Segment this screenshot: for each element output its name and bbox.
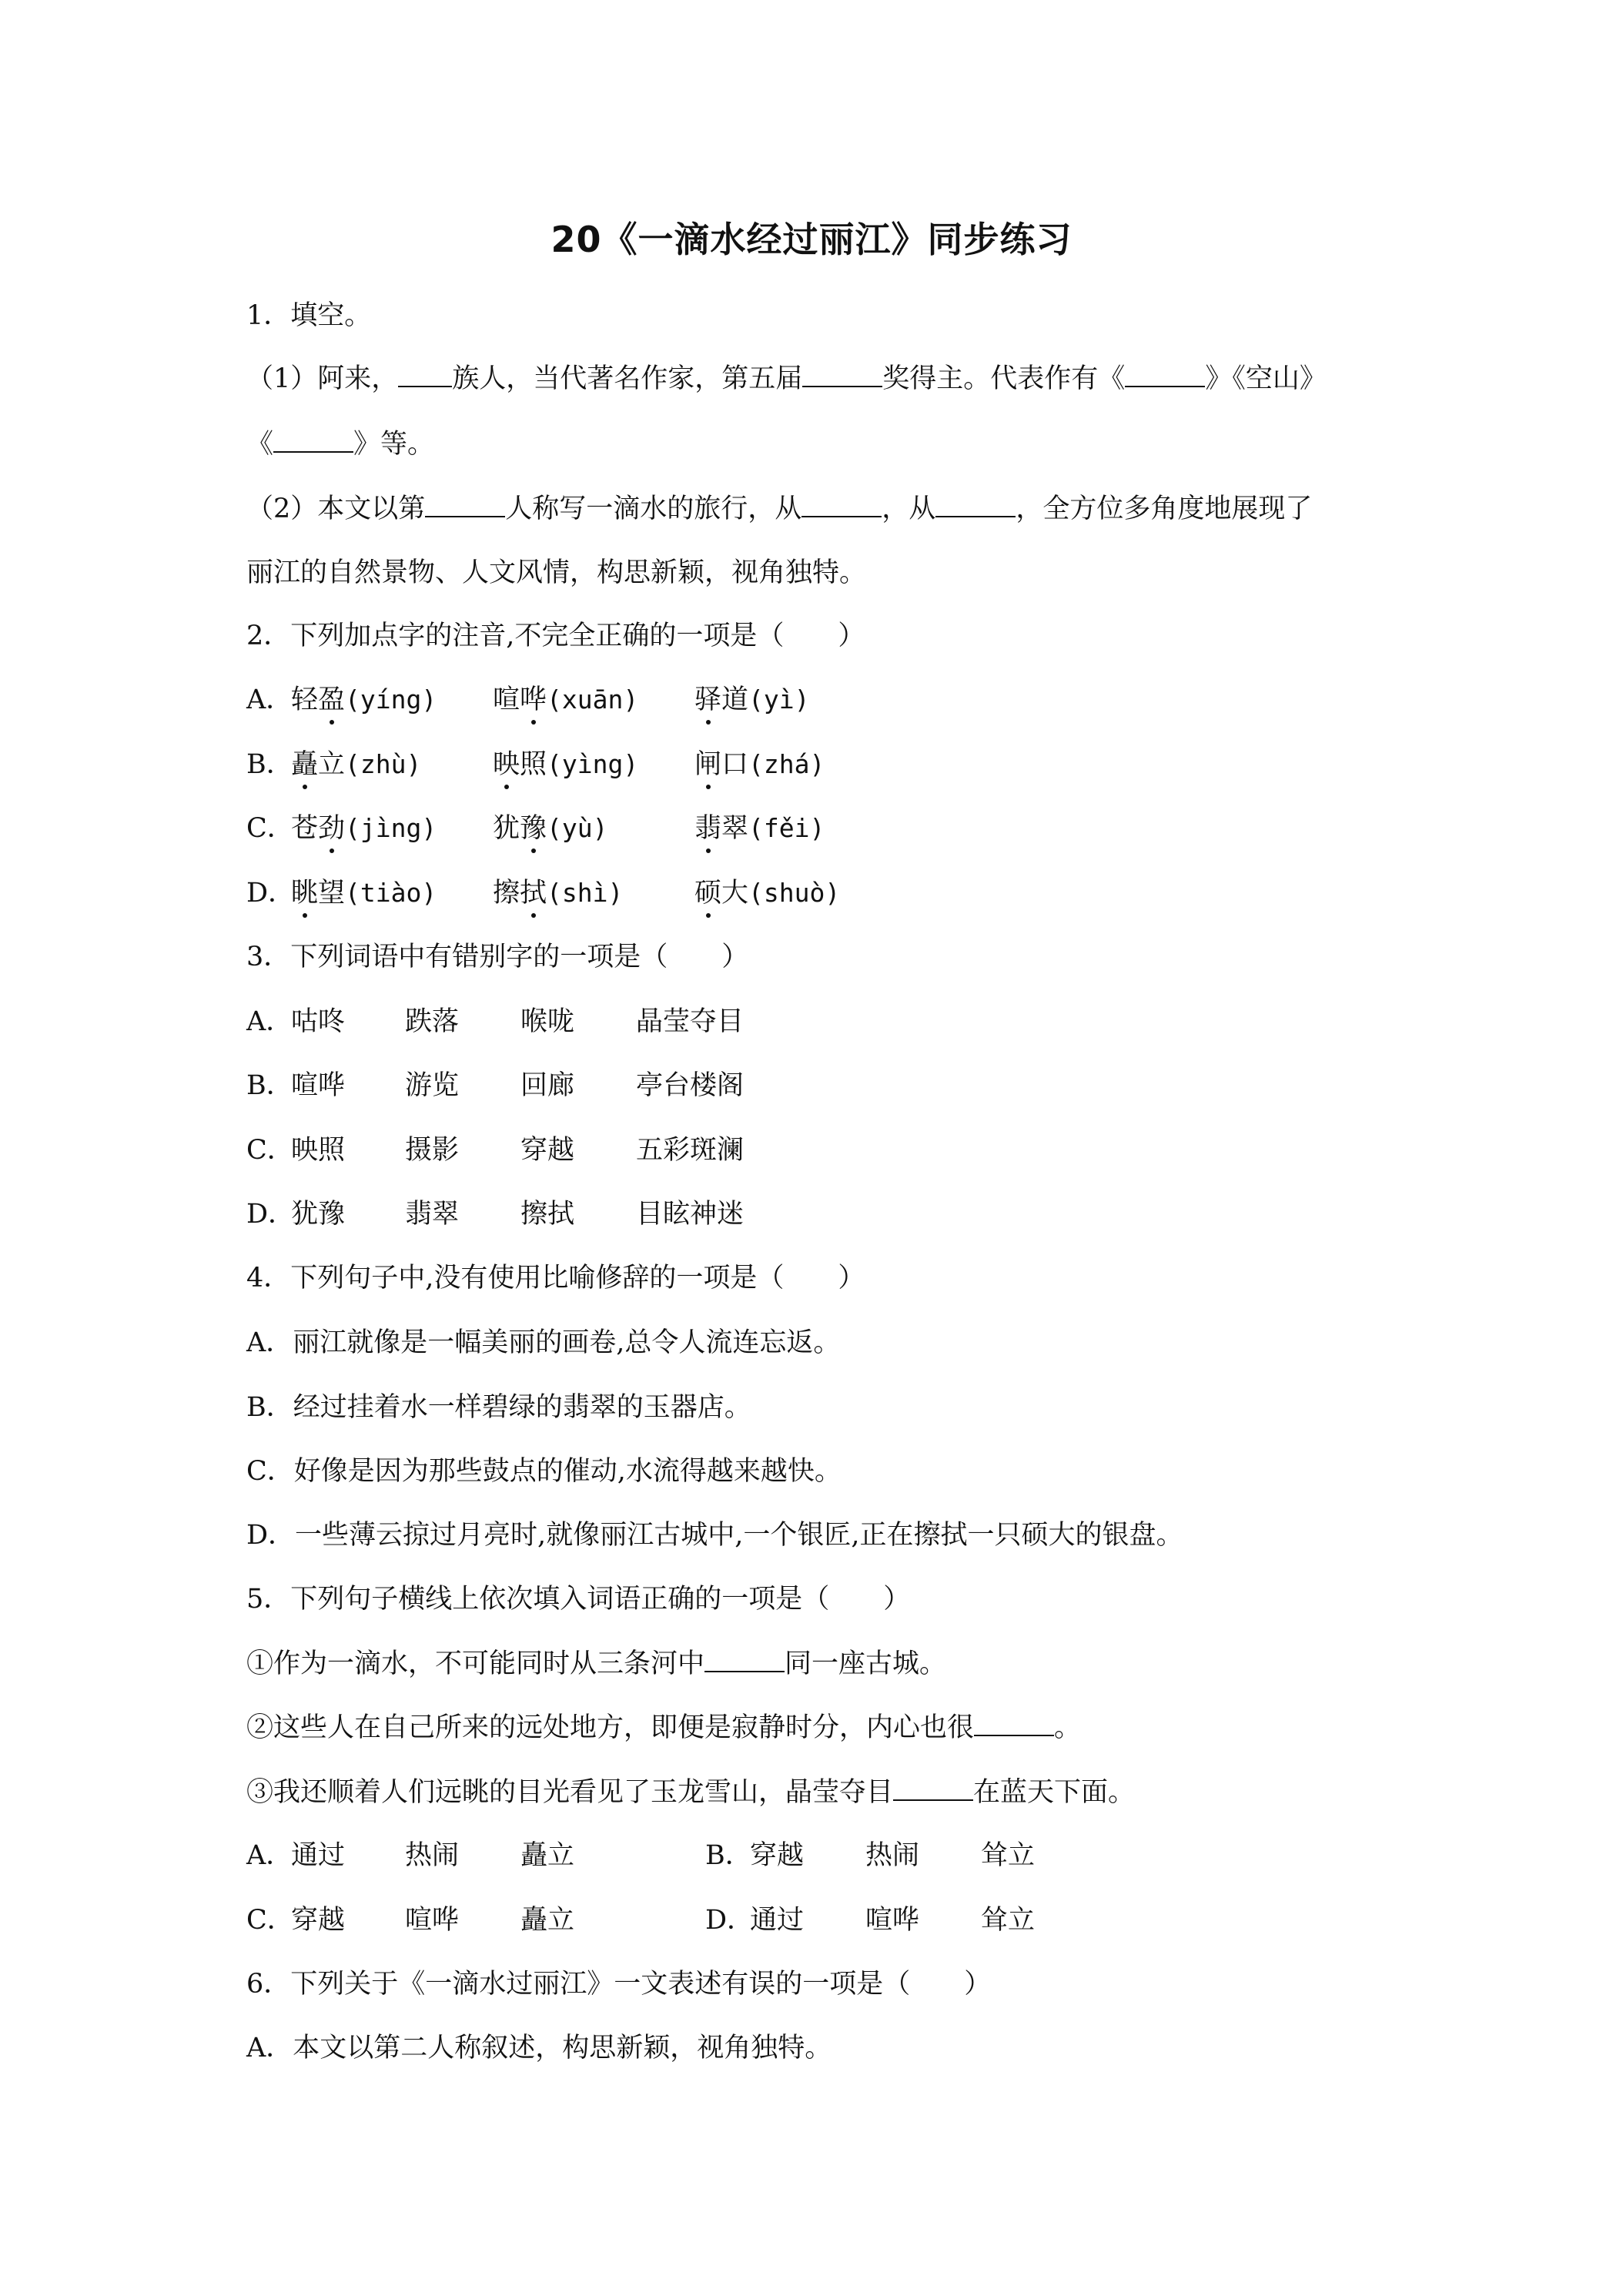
word: 矗立	[520, 1905, 575, 1936]
word: 热闹	[405, 1840, 460, 1871]
word: 咕咚	[291, 1006, 346, 1037]
answer-blank[interactable]	[802, 360, 882, 387]
pinyin: (tiào)	[345, 878, 437, 908]
q5-option-letter[interactable]: A．	[246, 1840, 293, 1871]
word: 矗立	[520, 1840, 575, 1871]
word: 回廊	[520, 1070, 575, 1101]
pinyin-item	[493, 875, 623, 912]
pinyin: (shì)	[547, 878, 624, 908]
pinyin-item	[694, 810, 825, 847]
word: 擦拭	[520, 1199, 575, 1230]
pinyin-item	[694, 746, 825, 783]
pinyin: (yì)	[748, 684, 810, 715]
word: 通过	[291, 1840, 346, 1871]
q4-option-b[interactable]: B．经过挂着水一样碧绿的翡翠的玉器店。	[246, 1392, 751, 1423]
word-char: 擦	[493, 878, 520, 909]
answer-blank[interactable]	[935, 490, 1016, 517]
pinyin: (yù)	[547, 813, 608, 843]
q1-line-3: （2）本文以第 人称写一滴水的旅行，从 ，从 ，全方位多角度地展现了	[246, 490, 1312, 527]
q4-stem: 4．下列句子中,没有使用比喻修辞的一项是（ ）	[246, 1263, 865, 1294]
q1-stem: 1．填空。	[246, 300, 372, 331]
word-char: 轻	[291, 684, 319, 715]
dotted-char: 硕	[694, 875, 721, 912]
word-char: 口	[721, 749, 749, 780]
word: 穿越	[291, 1905, 346, 1936]
q3-option-letter[interactable]: B．	[246, 1070, 293, 1101]
q3-option-letter[interactable]: D．	[246, 1199, 296, 1230]
word-char: 翠	[721, 813, 749, 844]
q5-option-letter[interactable]: D．	[705, 1905, 755, 1936]
word: 耸立	[981, 1840, 1036, 1871]
word: 摄影	[405, 1135, 460, 1166]
word: 喧哗	[291, 1070, 346, 1101]
pinyin: (jìng)	[345, 813, 437, 843]
q2-stem: 2．下列加点字的注音,不完全正确的一项是（ ）	[246, 621, 865, 651]
dotted-char: 眺	[291, 875, 318, 912]
q6-stem: 6．下列关于《一滴水过丽江》一文表述有误的一项是（ ）	[246, 1969, 992, 2000]
word-char: 望	[318, 878, 346, 909]
dotted-char: 映	[493, 746, 520, 783]
pinyin-item	[694, 681, 810, 718]
q2-option-letter[interactable]: D．	[246, 878, 296, 909]
answer-blank[interactable]	[893, 1773, 973, 1801]
answer-blank[interactable]	[801, 490, 882, 517]
dotted-char: 翡	[694, 810, 721, 847]
dotted-char: 哗	[520, 681, 547, 718]
word-char: 道	[721, 684, 749, 715]
q4-option-a[interactable]: A．丽江就像是一幅美丽的画卷,总令人流连忘返。	[246, 1327, 841, 1358]
word: 耸立	[981, 1905, 1036, 1936]
q3-option-letter[interactable]: C．	[246, 1135, 294, 1166]
word: 翡翠	[405, 1199, 460, 1230]
word: 目眩神迷	[636, 1199, 745, 1230]
q5-sentence-1: ①作为一滴水，不可能同时从三条河中 同一座古城。	[246, 1645, 946, 1682]
q5-option-letter[interactable]: B．	[705, 1840, 752, 1871]
pinyin-item	[291, 810, 437, 847]
word-char: 喧	[493, 684, 520, 715]
dotted-char: 劲	[318, 810, 345, 847]
word: 穿越	[750, 1840, 805, 1871]
q5-option-letter[interactable]: C．	[246, 1905, 294, 1936]
q6-option-a[interactable]: A．本文以第二人称叙述，构思新颖，视角独特。	[246, 2033, 832, 2063]
q1-line-4: 丽江的自然景物、人文风情，构思新颖，视角独特。	[246, 557, 867, 588]
q3-option-letter[interactable]: A．	[246, 1006, 293, 1037]
word: 映照	[291, 1135, 346, 1166]
word: 跌落	[405, 1006, 460, 1037]
dotted-char: 驿	[694, 681, 721, 718]
page-title: 20《一滴水经过丽江》同步练习	[550, 219, 1073, 260]
q2-option-letter[interactable]: B．	[246, 749, 293, 780]
dotted-char: 豫	[520, 810, 547, 847]
q4-option-d[interactable]: D．一些薄云掠过月亮时,就像丽江古城中,一个银匠,正在擦拭一只硕大的银盘。	[246, 1520, 1183, 1551]
word: 晶莹夺目	[636, 1006, 745, 1037]
pinyin: (fěi)	[748, 813, 825, 843]
q5-sentence-3: ③我还顺着人们远眺的目光看见了玉龙雪山，晶莹夺目 在蓝天下面。	[246, 1773, 1135, 1811]
answer-blank[interactable]	[273, 425, 353, 453]
word: 喧哗	[405, 1905, 460, 1936]
q1-line-2: 《 》等。	[246, 425, 434, 463]
word-char: 立	[318, 749, 346, 780]
q4-option-c[interactable]: C．好像是因为那些鼓点的催动,水流得越来越快。	[246, 1456, 842, 1487]
word-char: 苍	[291, 813, 319, 844]
word: 通过	[750, 1905, 805, 1936]
pinyin-item	[493, 681, 638, 718]
pinyin-item	[493, 810, 608, 847]
answer-blank[interactable]	[398, 360, 452, 387]
word-char: 照	[520, 749, 547, 780]
pinyin: (zhá)	[748, 749, 825, 779]
word-char: 犹	[493, 813, 520, 844]
q1-line-1: （1）阿来， 族人，当代著名作家，第五届 奖得主。代表作有《 》《空山》	[246, 360, 1327, 397]
q2-option-letter[interactable]: C．	[246, 813, 294, 844]
word: 游览	[405, 1070, 460, 1101]
pinyin-item	[291, 746, 421, 783]
word: 穿越	[520, 1135, 575, 1166]
answer-blank[interactable]	[1125, 360, 1205, 387]
answer-blank[interactable]	[974, 1709, 1054, 1736]
word: 喧哗	[865, 1905, 920, 1936]
answer-blank[interactable]	[425, 490, 505, 517]
pinyin-item	[493, 746, 638, 783]
dotted-char: 闸	[694, 746, 721, 783]
pinyin: (yíng)	[345, 684, 437, 715]
dotted-char: 拭	[520, 875, 547, 912]
pinyin-item	[694, 875, 840, 912]
pinyin: (xuān)	[547, 684, 639, 715]
dotted-char: 矗	[291, 746, 318, 783]
dotted-char: 盈	[318, 681, 345, 718]
word: 喉咙	[520, 1006, 575, 1037]
pinyin: (zhù)	[345, 749, 422, 779]
word-char: 大	[721, 878, 749, 909]
q5-stem: 5．下列句子横线上依次填入词语正确的一项是（ ）	[246, 1584, 911, 1615]
word: 亭台楼阁	[636, 1070, 745, 1101]
q3-stem: 3．下列词语中有错别字的一项是（ ）	[246, 942, 749, 972]
answer-blank[interactable]	[704, 1645, 785, 1672]
pinyin: (yìng)	[547, 749, 639, 779]
word: 热闹	[865, 1840, 920, 1871]
word: 犹豫	[291, 1199, 346, 1230]
q5-sentence-2: ②这些人在自己所来的远处地方，即便是寂静时分，内心也很 。	[246, 1709, 1081, 1746]
pinyin-item	[291, 875, 437, 912]
pinyin-item	[291, 681, 437, 718]
pinyin: (shuò)	[748, 878, 841, 908]
q2-option-letter[interactable]: A．	[246, 684, 293, 715]
word: 五彩斑澜	[636, 1135, 745, 1166]
